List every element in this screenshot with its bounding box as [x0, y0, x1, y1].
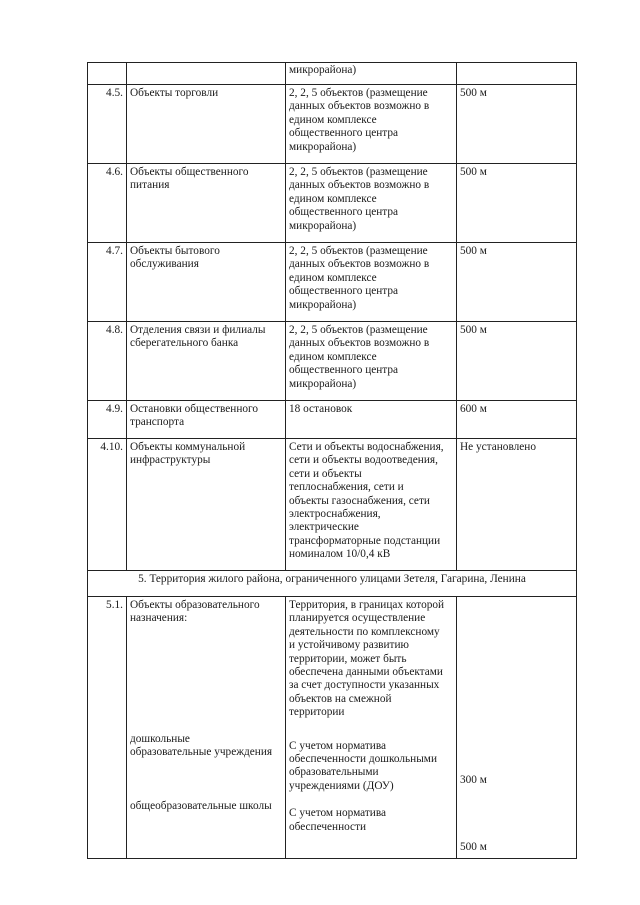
cell-norm [286, 85, 457, 164]
cell-name [127, 243, 286, 322]
norm-line: сети и объекты водоотведения, [289, 454, 438, 467]
norm-line: объекты газоснабжения, сети [289, 494, 430, 507]
norm-line: 2, 2, 5 объектов (размещение [289, 245, 428, 257]
norm-line: электроснабжения, [289, 508, 381, 521]
row-number: 4.5. [88, 85, 127, 164]
norm-line: 2, 2, 5 объектов (размещение [289, 324, 428, 336]
cell-distance: 500 м [457, 322, 577, 401]
name-line: транспорта [130, 416, 185, 429]
cell-norm [286, 401, 457, 439]
table-row [88, 164, 577, 243]
row-number: 4.6. [88, 164, 127, 243]
norm-line: Территория, в границах которой [289, 599, 445, 611]
norm-line: микрорайона) [289, 219, 357, 232]
sub-norm-line: обеспеченности [289, 820, 367, 833]
section-header-row [88, 571, 577, 597]
cell-name [127, 63, 286, 85]
name-line: питания [130, 179, 170, 192]
cell-norm [286, 164, 457, 243]
cell-name [127, 597, 286, 859]
norm-line: микрорайона) [289, 140, 357, 153]
table-row [88, 322, 577, 401]
table-row [88, 85, 577, 164]
table-row [88, 439, 577, 571]
norm-line: общественного центра [289, 206, 399, 219]
norm-line: Сети и объекты водоснабжения, [289, 441, 444, 453]
cell-name [127, 401, 286, 439]
sub-distance: 500 м [460, 841, 487, 854]
name-line: Объекты общественного [130, 166, 249, 178]
row-number: 4.8. [88, 322, 127, 401]
name-line: инфраструктуры [130, 454, 211, 467]
norm-line: электрические [289, 521, 359, 534]
name-line: назначения: [130, 612, 188, 625]
cell-distance: Не установлено [457, 439, 577, 571]
norm-line: территории, может быть [289, 652, 407, 665]
norm-line: планируется осуществление [289, 612, 426, 625]
cell-distance: 500 м [457, 164, 577, 243]
cell-name [127, 164, 286, 243]
cell-distance: 500 м [457, 85, 577, 164]
norm-line: микрорайона) [289, 64, 357, 76]
cell-norm [286, 243, 457, 322]
row-number: 4.10. [88, 439, 127, 571]
sub-norm-line: образовательными [289, 766, 379, 779]
sub-name-line: дошкольные [130, 732, 190, 745]
norm-line: едином комплексе [289, 271, 377, 284]
sub-distance: 300 м [460, 774, 487, 786]
table-row [88, 597, 577, 859]
sub-norm-line: учреждениями (ДОУ) [289, 779, 394, 792]
row-number: 5.1. [88, 597, 127, 859]
cell-norm [286, 63, 457, 85]
name-line: обслуживания [130, 258, 199, 271]
norm-line: деятельности по комплексному [289, 625, 440, 638]
norm-line: сети и объекты [289, 467, 362, 480]
cell-name [127, 85, 286, 164]
cell-name [127, 322, 286, 401]
norm-line: едином комплексе [289, 192, 377, 205]
norm-line: обеспечена данными объектами [289, 666, 443, 679]
cell-distance: 500 м [457, 243, 577, 322]
norm-line: трансформаторные подстанции [289, 534, 441, 547]
sub-norm-line: С учетом норматива [289, 807, 387, 820]
cell-num [88, 63, 127, 85]
section-title: 5. Территория жилого района, ограниченного улицами Зетеля, Гагарина, Ленина [88, 571, 577, 597]
norm-line: данных объектов возможно в [289, 100, 430, 113]
norm-line: едином комплексе [289, 113, 377, 126]
norm-line: объектов на смежной [289, 692, 392, 705]
norms-table [87, 62, 577, 859]
table-row-continuation [88, 63, 577, 85]
sub-name-line: общеобразовательные школы [130, 799, 272, 812]
norm-line: номиналом 10/0,4 кВ [289, 548, 391, 561]
sub-name-line: образовательные учреждения [130, 746, 273, 759]
norm-line: 2, 2, 5 объектов (размещение [289, 87, 428, 99]
cell-norm [286, 597, 457, 859]
table-row [88, 401, 577, 439]
norm-line: территории [289, 706, 345, 719]
name-line: Объекты торговли [130, 87, 219, 99]
name-line: сберегательного банка [130, 337, 239, 350]
name-line: Остановки общественного [130, 403, 259, 415]
norm-line: данных объектов возможно в [289, 337, 430, 350]
sub-norm-line: обеспеченности дошкольными [289, 753, 438, 766]
norm-line: 18 остановок [289, 403, 353, 415]
norm-line: 2, 2, 5 объектов (размещение [289, 166, 428, 178]
norm-line: микрорайона) [289, 298, 357, 311]
norm-line: микрорайона) [289, 377, 357, 390]
row-number: 4.7. [88, 243, 127, 322]
name-line: Объекты коммунальной [130, 441, 246, 453]
norm-line: общественного центра [289, 285, 399, 298]
norm-line: за счет доступности указанных [289, 679, 440, 692]
cell-distance [457, 63, 577, 85]
cell-name [127, 439, 286, 571]
norm-line: общественного центра [289, 127, 399, 140]
table-row [88, 243, 577, 322]
cell-distance: 600 м [457, 401, 577, 439]
cell-distance [457, 597, 577, 859]
norm-line: данных объектов возможно в [289, 258, 430, 271]
name-line: Объекты бытового [130, 245, 220, 257]
norm-line: общественного центра [289, 364, 399, 377]
name-line: Объекты образовательного [130, 599, 260, 611]
sub-norm-line: С учетом норматива [289, 739, 387, 752]
row-number: 4.9. [88, 401, 127, 439]
norm-line: теплоснабжения, сети и [289, 481, 404, 494]
norm-line: и устойчивому развитию [289, 639, 409, 652]
norm-line: едином комплексе [289, 350, 377, 363]
cell-norm [286, 439, 457, 571]
cell-norm [286, 322, 457, 401]
name-line: Отделения связи и филиалы [130, 324, 266, 336]
norm-line: данных объектов возможно в [289, 179, 430, 192]
